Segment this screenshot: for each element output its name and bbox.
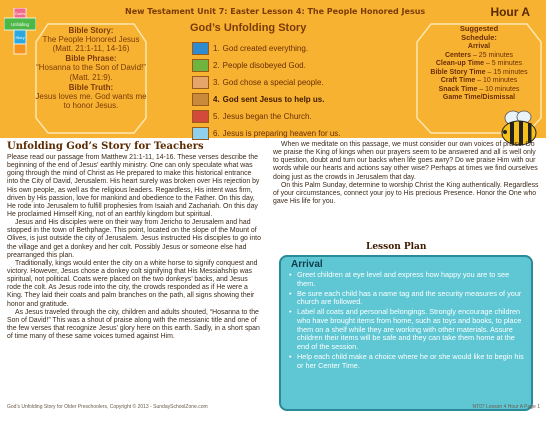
arrival-heading: Arrival (291, 259, 323, 270)
list-item: • Be sure each child has a name tag and the security measures of your church are followed. (289, 290, 527, 308)
teachers-title: Unfolding God’s Story for Teachers (7, 141, 204, 152)
story-item-text: Jesus is preparing heaven for us. (222, 128, 341, 138)
lesson-plan-title: Lesson Plan (366, 242, 427, 252)
bible-info-text (34, 26, 148, 110)
list-item: • Greet children at eye level and express how happy you are to see them. (289, 271, 527, 289)
story-item: 5. Jesus began the Church. (192, 109, 341, 123)
story-item: 1. God created everything. (192, 41, 341, 55)
footer-page-info: NT07 Lesson 4 Hour A Page 1 (472, 404, 540, 410)
bible-truth-text: Jesus loves me. God wants me to honor Jesus. (35, 91, 147, 110)
bible-phrase-text: “Hosanna to the Son of David!” (Matt. 21:9). (36, 63, 146, 82)
schedule-item: Centers – 25 minutes (444, 51, 514, 59)
fruit-icon (192, 59, 209, 72)
teachers-paragraph: Jesus and His disciples were on their way from Jericho to Jerusalem and had stopped in the town of Bethphage. This point, located on the slope of the Mount of Olives, is just outside the city of Jerusalem. Jesus instructed His disciples to go into the village and get a donkey and her colt. Possibly Jesus or someone else had prearranged this plan. (7, 219, 261, 259)
suggested-schedule (415, 24, 543, 103)
gods-unfolding-story-logo (4, 8, 36, 60)
story-item: 6. Jesus is preparing heaven for us. (192, 126, 341, 140)
list-item: • Help each child make a choice where he or she would like to begin his or her Center Time. (289, 353, 527, 371)
teachers-paragraph: Please read our passage from Matthew 21:1-11, 14-16. These verses describe the beginning of the end of Jesus’ earthly ministry. One can only speculate what was going through the mind of Christ as He prepared to make this historical entrance into the City of David, Jerusalem. His heart surely was broken over His rejection by His own people, as well as the religious leaders. Regardless, His intent was firm, driven by His passion, love for mankind and obedience to the Father. On this day, He rode into Jerusalem to fulfill prophesies from Isaiah and Zachariah. On this day He proclaimed Himself King, not of an earthly kingdom but spiritual. (7, 154, 260, 218)
list-item: • Label all coats and personal belongings. Strongly encourage children who have brought items from home, such as toys and books, to place them on a shelf while they are working with other materials. Assure children their items will be safe and they can take them home at the end of the session. (289, 308, 527, 352)
teachers-paragraph: Traditionally, kings would enter the city on a white horse to signify conquest and victory. However, Jesus chose a donkey colt signifying that His Messiahship was spiritual, not political. Coats were placed on the two donkeys’ backs, and Jesus rode the colt. As Jesus rode into the city, the crowds responded as if He were a King. They laid their coats and palm branches on the path, all signs showing their honor and gratitude. (7, 259, 258, 308)
schedule-item: Bible Story Time – 15 minutes (430, 68, 528, 76)
teachers-paragraph: As Jesus traveled through the city, children and adults shouted, “Hosanna to the Son of David!” This was a shout of praise along with the messianic title and one of the few verses that recognize Jesus’ glory here on this earth. Sadly, in a short span of time many of these same voices turned against Him. (7, 308, 260, 341)
bible-story-text: The People Honored Jesus (Matt. 21:1-11, 14-16) (42, 35, 140, 54)
bible-truth-label: Bible Truth: (68, 82, 114, 92)
church-icon (192, 110, 209, 123)
lesson-plan-box (279, 255, 533, 411)
arrival-list (289, 271, 527, 371)
schedule-item: Clean-up Time – 5 minutes (435, 60, 523, 68)
story-item: 3. God chose a special people. (192, 75, 341, 89)
meditation-paragraph: When we meditate on this passage, we must consider our own voices of praise. Do we praise the King of kings when our prayers seem to be answered and all is well only to question, doubt and turn our backs when life goes awry? Do we praise Him with our words while our hearts and actions say other wise? Perhaps at times we find ourselves doing just as the crowds in Jerusalem that day. (273, 141, 538, 181)
unit-lesson-title: New Testament Unit 7: Easter Lesson 4: The People Honored Jesus (125, 7, 426, 16)
story-item: 2. People disobeyed God. (192, 58, 341, 72)
story-item-text: God sent Jesus to help us. (222, 94, 325, 104)
schedule-item: Snack Time – 10 minutes (438, 85, 520, 93)
logo-text-top: God's (14, 11, 26, 16)
people-icon (192, 76, 209, 89)
bible-story-label: Bible Story: (68, 26, 114, 35)
manger-icon (192, 93, 209, 106)
earth-icon (192, 42, 209, 55)
footer-copyright: God’s Unfolding Story for Older Preschoolers, Copyright © 2013 - SundaySchoolZone.com (7, 404, 208, 410)
meditation-section (273, 141, 539, 206)
unfolding-story-list (192, 41, 341, 143)
meditation-paragraph: On this Palm Sunday, determine to worship Christ the King authentically. Regardless of your circumstances, connect your joy to His precious Presence. Honor the One who gave His life for you. (273, 181, 539, 205)
logo-text-bottom: Story (15, 35, 25, 40)
logo-text-middle: Unfolding (11, 22, 29, 27)
story-item-text: God created everything. (222, 43, 309, 53)
schedule-item: Arrival (467, 43, 491, 51)
schedule-item: Game Time/Dismissal (442, 94, 516, 102)
hour-label: Hour A (490, 5, 530, 19)
heaven-icon (192, 127, 209, 140)
schedule-item: Craft Time – 10 minutes (440, 77, 518, 85)
story-item-current: 4. God sent Jesus to help us. (192, 92, 341, 106)
unfolding-story-title: God’s Unfolding Story (190, 22, 307, 34)
bible-phrase-label: Bible Phrase: (65, 54, 117, 64)
schedule-title: Suggested Schedule: (459, 24, 499, 43)
teachers-section (7, 141, 261, 341)
story-item-text: God chose a special people. (222, 77, 324, 87)
story-item-text: Jesus began the Church. (222, 111, 312, 121)
story-item-text: People disobeyed God. (222, 60, 306, 70)
